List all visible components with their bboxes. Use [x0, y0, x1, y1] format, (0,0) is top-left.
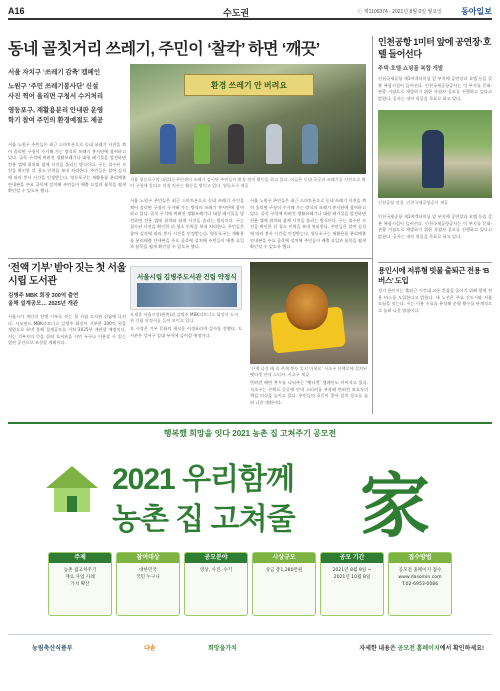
- ad-card-field: [184, 552, 248, 616]
- box-caption: 오세훈 서울시장(왼쪽)과 김병주 MBK파트너스 회장이 도서관 건립 약정서를 들어 보이고 있다.: [130, 312, 239, 323]
- partner-logo: 희망을가치: [208, 646, 237, 652]
- library-headline: ‘전액 기부’ 받아 짓는 첫 서울시립 도서관: [8, 263, 126, 287]
- subhead-line: 학기 참여 주민의 환경예절도 제공: [8, 117, 104, 124]
- right-story-subhead: 주택·호텔·쇼핑몰 복합 개발: [378, 66, 444, 72]
- photo-sign-text: 환경 쓰레기 안 버려요: [210, 81, 288, 90]
- ad-title-line1: 2021 우리함께: [112, 463, 294, 496]
- card-title: 공모 기간: [321, 553, 383, 563]
- main-photo-caption: 서울 영등포구의 대림1동주민센터 쓰레기 감시단 주민들이 환경 정비 활동을 하고 있다. 이들은 동네 곳곳의 쓰레기를 사진으로 찍어 구청에 알리고 직접 치우는 활동을 벌이고 있다. 영등포구 제공: [130, 177, 366, 188]
- ad-topline: 행복했 희망을 잇다 2021 농촌 집 고쳐주기 공모전: [163, 429, 337, 438]
- person-figure: [194, 124, 210, 164]
- main-headline: 동네 골칫거리 쓰레기, 주민이 ‘찰칵’ 하면 ‘깨끗’: [8, 41, 320, 58]
- library-subheads: [8, 292, 126, 308]
- house-icon: [42, 462, 102, 514]
- dog-body: 반려견 배변 봉투를 나눠주는 ‘펫티켓’ 캠페인도 이어지고 있다. 서초구는 산책로 곳곳에 안내 스티커를 부착해 반려견 보호자의 책임 의식을 높이고 있다. 주민들의 호응이 좋아 설치 장소를 늘려 나갈 계획이다.: [250, 380, 368, 405]
- card-value: 농촌 집고쳐주기 재료 사업 사례 가치 확산: [63, 568, 97, 587]
- dog-photo: [250, 262, 368, 364]
- ad-card-target: [116, 552, 180, 616]
- library-body: 서울시가 개인의 전액 기부로 짓는 첫 시립 도서관 건립에 나선다. 사모펀드 MBK파트너스 김병주 회장이 기부한 300억 원을 재원으로 하며 올해 설계공모를 거쳐 2025년 개관할 예정이다. 시는 기부자의 뜻을 살려 도서관을 시민 누구나 이용할 수 있는 열린 공간으로 조성할 계획이다.: [8, 314, 126, 346]
- ministry-logo: 농림축산식품부: [32, 646, 73, 652]
- box-body: 오 시장은 기부 문화의 새로운 이정표라며 감사를 전했다. 도서관은 강서구 일대 부지에 들어설 예정이다.: [130, 326, 242, 338]
- page-number: A16: [8, 6, 25, 16]
- dog-figure: [286, 284, 328, 330]
- section-divider: [8, 258, 372, 259]
- cta-prefix: 자세한 내용은: [359, 646, 396, 652]
- issue-meta: ⓒ 제1106374 · 2021년 8월 0일 월요일: [357, 9, 442, 15]
- box-title: 서울시립 김병주도서관 건립 약정식: [137, 274, 237, 281]
- right-story-body2: 인천국제공항 제1여객터미널 앞 부지에 공연장과 호텔 등을 갖춘 복합시설이 들어선다. 인천국제공항공사는 이 부지를 문화·관광 거점으로 개발하기 위한 사업자 공모를 진행하고 있다고 밝혔다. 공사는 내년 착공을 목표로 하고 있다.: [378, 214, 492, 239]
- main-body-col3: 서울 노원구 주민들은 최근 스마트폰으로 동네 쓰레기 사진을 찍어 올리면 구청이 수거해 가는 방식의 쓰레기 봉사단에 참여하고 있다. 골목 구석에 버려진 생활쓰레기나 대형 폐기물을 발견하면 전용 앱에 위치와 함께 사진을 올리는 방식이다. 구는 접수된 사진을 확인한 뒤 청소 인력을 보내 처리한다. 주민들은 참여 실적에 따라 봉사 시간을 인정받는다. 영등포구는 재활용품 분리배출 안내판을 주요 골목에 설치해 주민들이 배출 요일과 품목을 쉽게 확인할 수 있도록 했다.: [250, 198, 366, 250]
- library-box: [130, 266, 242, 310]
- ad-card-submit: [388, 552, 452, 616]
- dog-photo-caption: ‘산책 나갈 때 꼭 산책 봉투 잊지 마세요’ 서초구 산책로에 설치된 펫티켓 안내 스티커. 서초구 제공: [250, 366, 368, 377]
- ad-cta[interactable]: [359, 643, 484, 652]
- card-value: 공모전 홈페이지 접수 www.dasomin.com T.02-6953-0086: [398, 568, 442, 587]
- main-body-col1: 서울 노원구 주민들은 최근 스마트폰으로 동네 쓰레기 사진을 찍어 올리면 구청이 수거해 가는 방식의 쓰레기 봉사단에 참여하고 있다. 골목 구석에 버려진 생활쓰레기나 대형 폐기물을 발견하면 전용 앱에 위치와 함께 사진을 올리는 방식이다. 구는 접수된 사진을 확인한 뒤 청소 인력을 보내 처리한다. 주민들은 참여 실적에 따라 봉사 시간을 인정받는다. 영등포구는 재활용품 분리배출 안내판을 주요 골목에 설치해 주민들이 배출 요일과 품목을 쉽게 확인할 수 있도록 했다.: [8, 142, 126, 194]
- subhead-line: 영등포구, 재활용분리 안내판 운영: [8, 107, 104, 114]
- person-figure: [302, 124, 318, 164]
- ad-card-topic: [48, 552, 112, 616]
- photo-sign: [184, 74, 314, 96]
- ad-info-cards: [48, 552, 452, 616]
- bus-headline: 용인시에 저류형 빗물 출퇴근 전용 ‘B버스’ 도입: [378, 266, 489, 285]
- person-figure: [160, 124, 176, 164]
- card-value: 영상, 사진, 수기: [199, 568, 233, 573]
- card-title: 참여대상: [117, 553, 179, 563]
- section-title: 수도권: [223, 8, 250, 18]
- box-photo: [137, 283, 237, 307]
- cta-suffix: 에서 확인하세요!: [439, 646, 484, 652]
- card-value: 상금 총1,280만원: [265, 568, 303, 573]
- subhead-line: 사진 찍어 올리면 구청서 수거처리: [8, 93, 104, 100]
- ad-card-period: [320, 552, 384, 616]
- subhead-line: 노원구 ‘주민 쓰레기봉사단’ 신설: [8, 83, 99, 90]
- main-subheads: [8, 68, 126, 126]
- card-title: 접수방법: [389, 553, 451, 563]
- right-story-body: 인천국제공항 제1여객터미널 앞 부지에 공연장과 호텔 등을 갖춘 복합시설이 들어선다. 인천국제공항공사는 이 부지를 문화·관광 거점으로 개발하기 위한 사업자 공모를 진행하고 있다고 밝혔다. 공사는 내년 착공을 목표로 하고 있다.: [378, 76, 492, 101]
- right-divider: [378, 262, 492, 263]
- right-story-headline: 인천공항 1미터 앞에 공연장·호텔 들어선다: [378, 37, 492, 59]
- cta-link[interactable]: 공모전 홈페이지: [397, 646, 440, 652]
- partner-logo: 다솜: [144, 646, 156, 652]
- subhead-line: 서울 자치구 ‘쓰레기 감축’ 캠페인: [8, 69, 101, 76]
- subhead-line: 김병주 MBK 회장 300억 출연: [8, 293, 79, 299]
- person-figure: [266, 124, 282, 164]
- card-value: 2021년 8월 9일 ~ 2021년 10월 8일: [332, 568, 372, 580]
- column-divider: [372, 36, 373, 414]
- card-value: 대한민국 국민 누구나: [136, 568, 160, 580]
- ad-big-char: 家: [360, 469, 430, 546]
- main-photo: [130, 64, 366, 174]
- card-title: 주제: [49, 553, 111, 563]
- contest-ad: [8, 422, 492, 672]
- main-body-col2: 서울 노원구 주민들은 최근 스마트폰으로 동네 쓰레기 사진을 찍어 올리면 구청이 수거해 가는 방식의 쓰레기 봉사단에 참여하고 있다. 골목 구석에 버려진 생활쓰레기나 대형 폐기물을 발견하면 전용 앱에 위치와 함께 사진을 올리는 방식이다. 구는 접수된 사진을 확인한 뒤 청소 인력을 보내 처리한다. 주민들은 참여 실적에 따라 봉사 시간을 인정받는다. 영등포구는 재활용품 분리배출 안내판을 주요 골목에 설치해 주민들이 배출 요일과 품목을 쉽게 확인할 수 있도록 했다.: [130, 198, 244, 250]
- ad-card-prize: [252, 552, 316, 616]
- right-story-photo: [378, 110, 492, 198]
- bus-body: 경기 용인시는 출퇴근 시간대 교통 혼잡을 줄이기 위해 광역 전용 버스를 도입한다고 밝혔다. 새 노선은 주요 신도시와 서울 도심을 잇는다. 시는 이용 수요를 분석해 운행 횟수를 단계적으로 늘려 나갈 방침이다.: [378, 288, 492, 313]
- newspaper-brand: 동아일보: [461, 7, 492, 16]
- person-figure: [228, 124, 244, 164]
- card-title: 시상규모: [253, 553, 315, 563]
- card-title: 공모분야: [185, 553, 247, 563]
- right-photo-caption: 인천공항 전경. 인천국제공항공사 제공: [378, 200, 449, 205]
- page-header: [8, 6, 492, 20]
- person-figure: [422, 130, 444, 188]
- ad-footer: [8, 634, 492, 664]
- ad-title-line2: 농촌 집 고쳐줄: [112, 503, 295, 536]
- subhead-line: 올해 설계공모… 2025년 개관: [8, 301, 79, 307]
